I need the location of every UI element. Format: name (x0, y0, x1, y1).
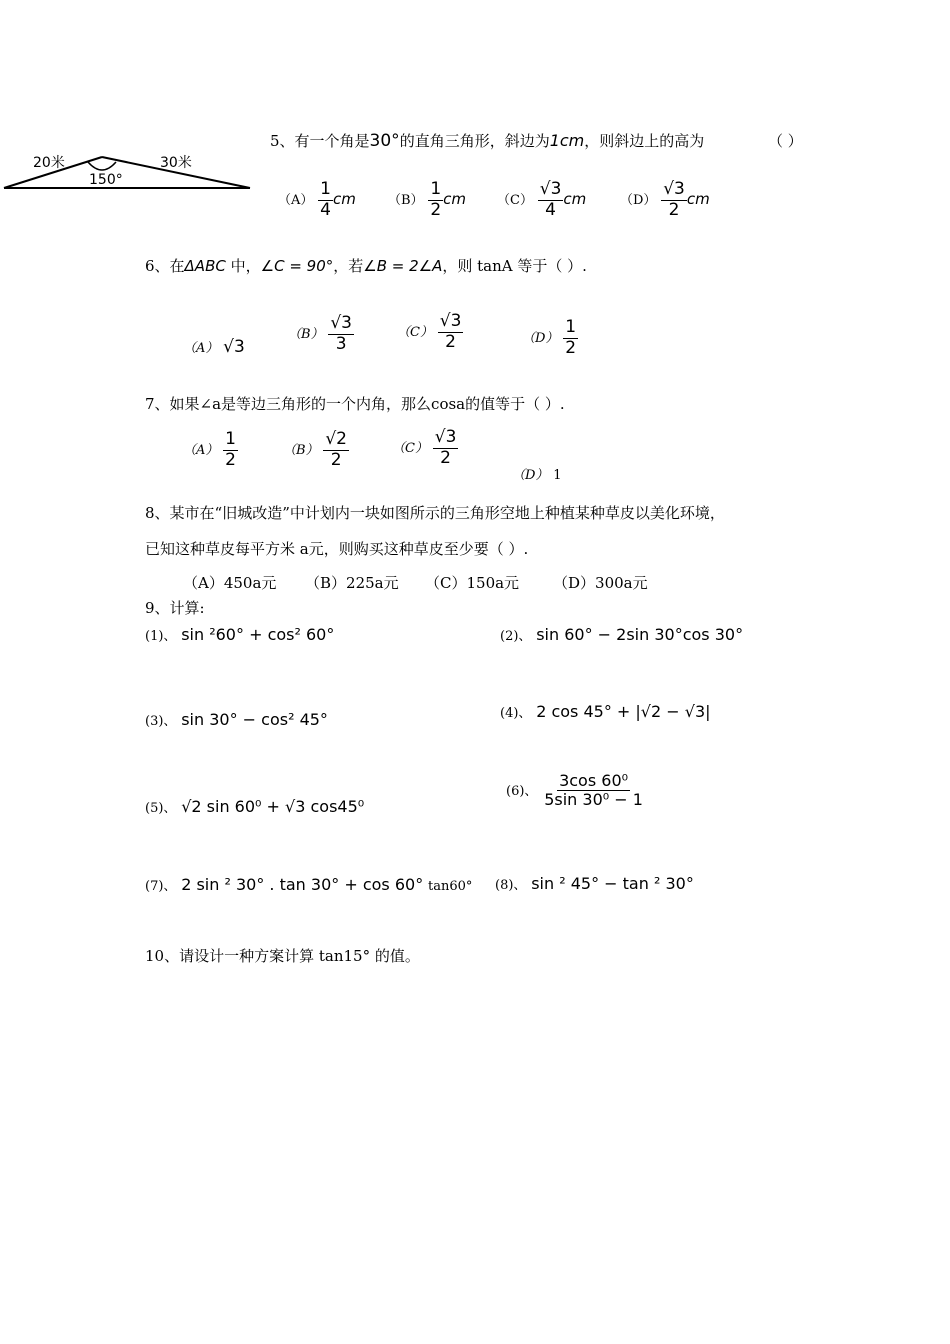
q9-item-2: (2)、 sin 60° − 2sin 30°cos 30° (500, 625, 744, 644)
q9-item-8: (8)、 sin ² 45° − tan ² 30° (495, 874, 694, 893)
figure-angle-label: 150° (89, 172, 123, 188)
q8-option-d: （D）300a元 (553, 574, 648, 592)
q6-option-b: （B） $\frac{√3}{3}$ (288, 313, 352, 354)
q7-stem: 7、如果∠a是等边三角形的一个内角，那么cosa的值等于（ ）. (145, 395, 565, 413)
q5-option-b: （B） $\frac{1}{2}$ cm (388, 179, 467, 220)
q6-option-a: （A） √3 (183, 337, 245, 357)
q6-option-c: （C） $\frac{√3}{2}$ (397, 311, 462, 352)
q9-item-4: (4)、 2 cos 45° + |√2 − √3| (500, 702, 711, 721)
q9-item-6: (6)、 $\frac{\text{3cos 60⁰}}{\text{5sin 30⁰ − 1}}$ (506, 771, 643, 810)
q5-option-c: （C） $\frac{√3}{4}$ cm (497, 179, 587, 220)
q10-stem: 10、请设计一种方案计算 tan15° 的值。 (145, 947, 420, 965)
q8-option-a: （A）450a元 (183, 574, 277, 592)
q7-option-b: （B） $\frac{√2}{2}$ (283, 429, 347, 470)
q5-stem: 5、有一个角是30°的直角三角形，斜边为1cm，则斜边上的高为 (270, 131, 705, 151)
q7-option-a: （A） $\frac{1}{2}$ (183, 429, 236, 470)
q5-answer-paren: （ ） (768, 132, 803, 150)
q5-hypotenuse: 1cm (549, 131, 585, 150)
q8-line-2: 已知这种草皮每平方米 a元，则购买这种草皮至少要（ ）. (145, 540, 529, 558)
q7-option-d: （D） 1 (512, 468, 562, 483)
q6-stem: 6、在ΔABC 中，∠C = 90°，若∠B = 2∠A，则 tanA 等于（ ）. (145, 257, 587, 275)
q9-item-3: (3)、 sin 30° − cos² 45° (145, 710, 328, 729)
q8-option-c: （C）150a元 (425, 574, 520, 592)
q9-title: 9、计算: (145, 599, 205, 617)
q5-option-a: （A） $\frac{1}{4}$ cm (278, 179, 356, 220)
q5-option-d: （D） $\frac{√3}{2}$ cm (620, 179, 710, 220)
figure-right-length: 30米 (160, 155, 192, 171)
q5-angle: 30° (369, 131, 400, 151)
figure-left-length: 20米 (33, 155, 65, 171)
q8-option-b: （B）225a元 (305, 574, 399, 592)
q9-item-7: (7)、 2 sin ² 30° . tan 30° + cos 60° tan60° (145, 875, 473, 894)
q9-item-1: (1)、 sin ²60° + cos² 60° (145, 625, 335, 644)
q7-option-c: （C） $\frac{√3}{2}$ (392, 427, 457, 468)
q8-line-1: 8、某市在“旧城改造”中计划内一块如图所示的三角形空地上种植某种草皮以美化环境， (145, 504, 725, 522)
q6-option-d: （D） $\frac{1}{2}$ (522, 317, 577, 358)
q9-item-5: (5)、 √2 sin 60⁰ + √3 cos45⁰ (145, 797, 365, 816)
